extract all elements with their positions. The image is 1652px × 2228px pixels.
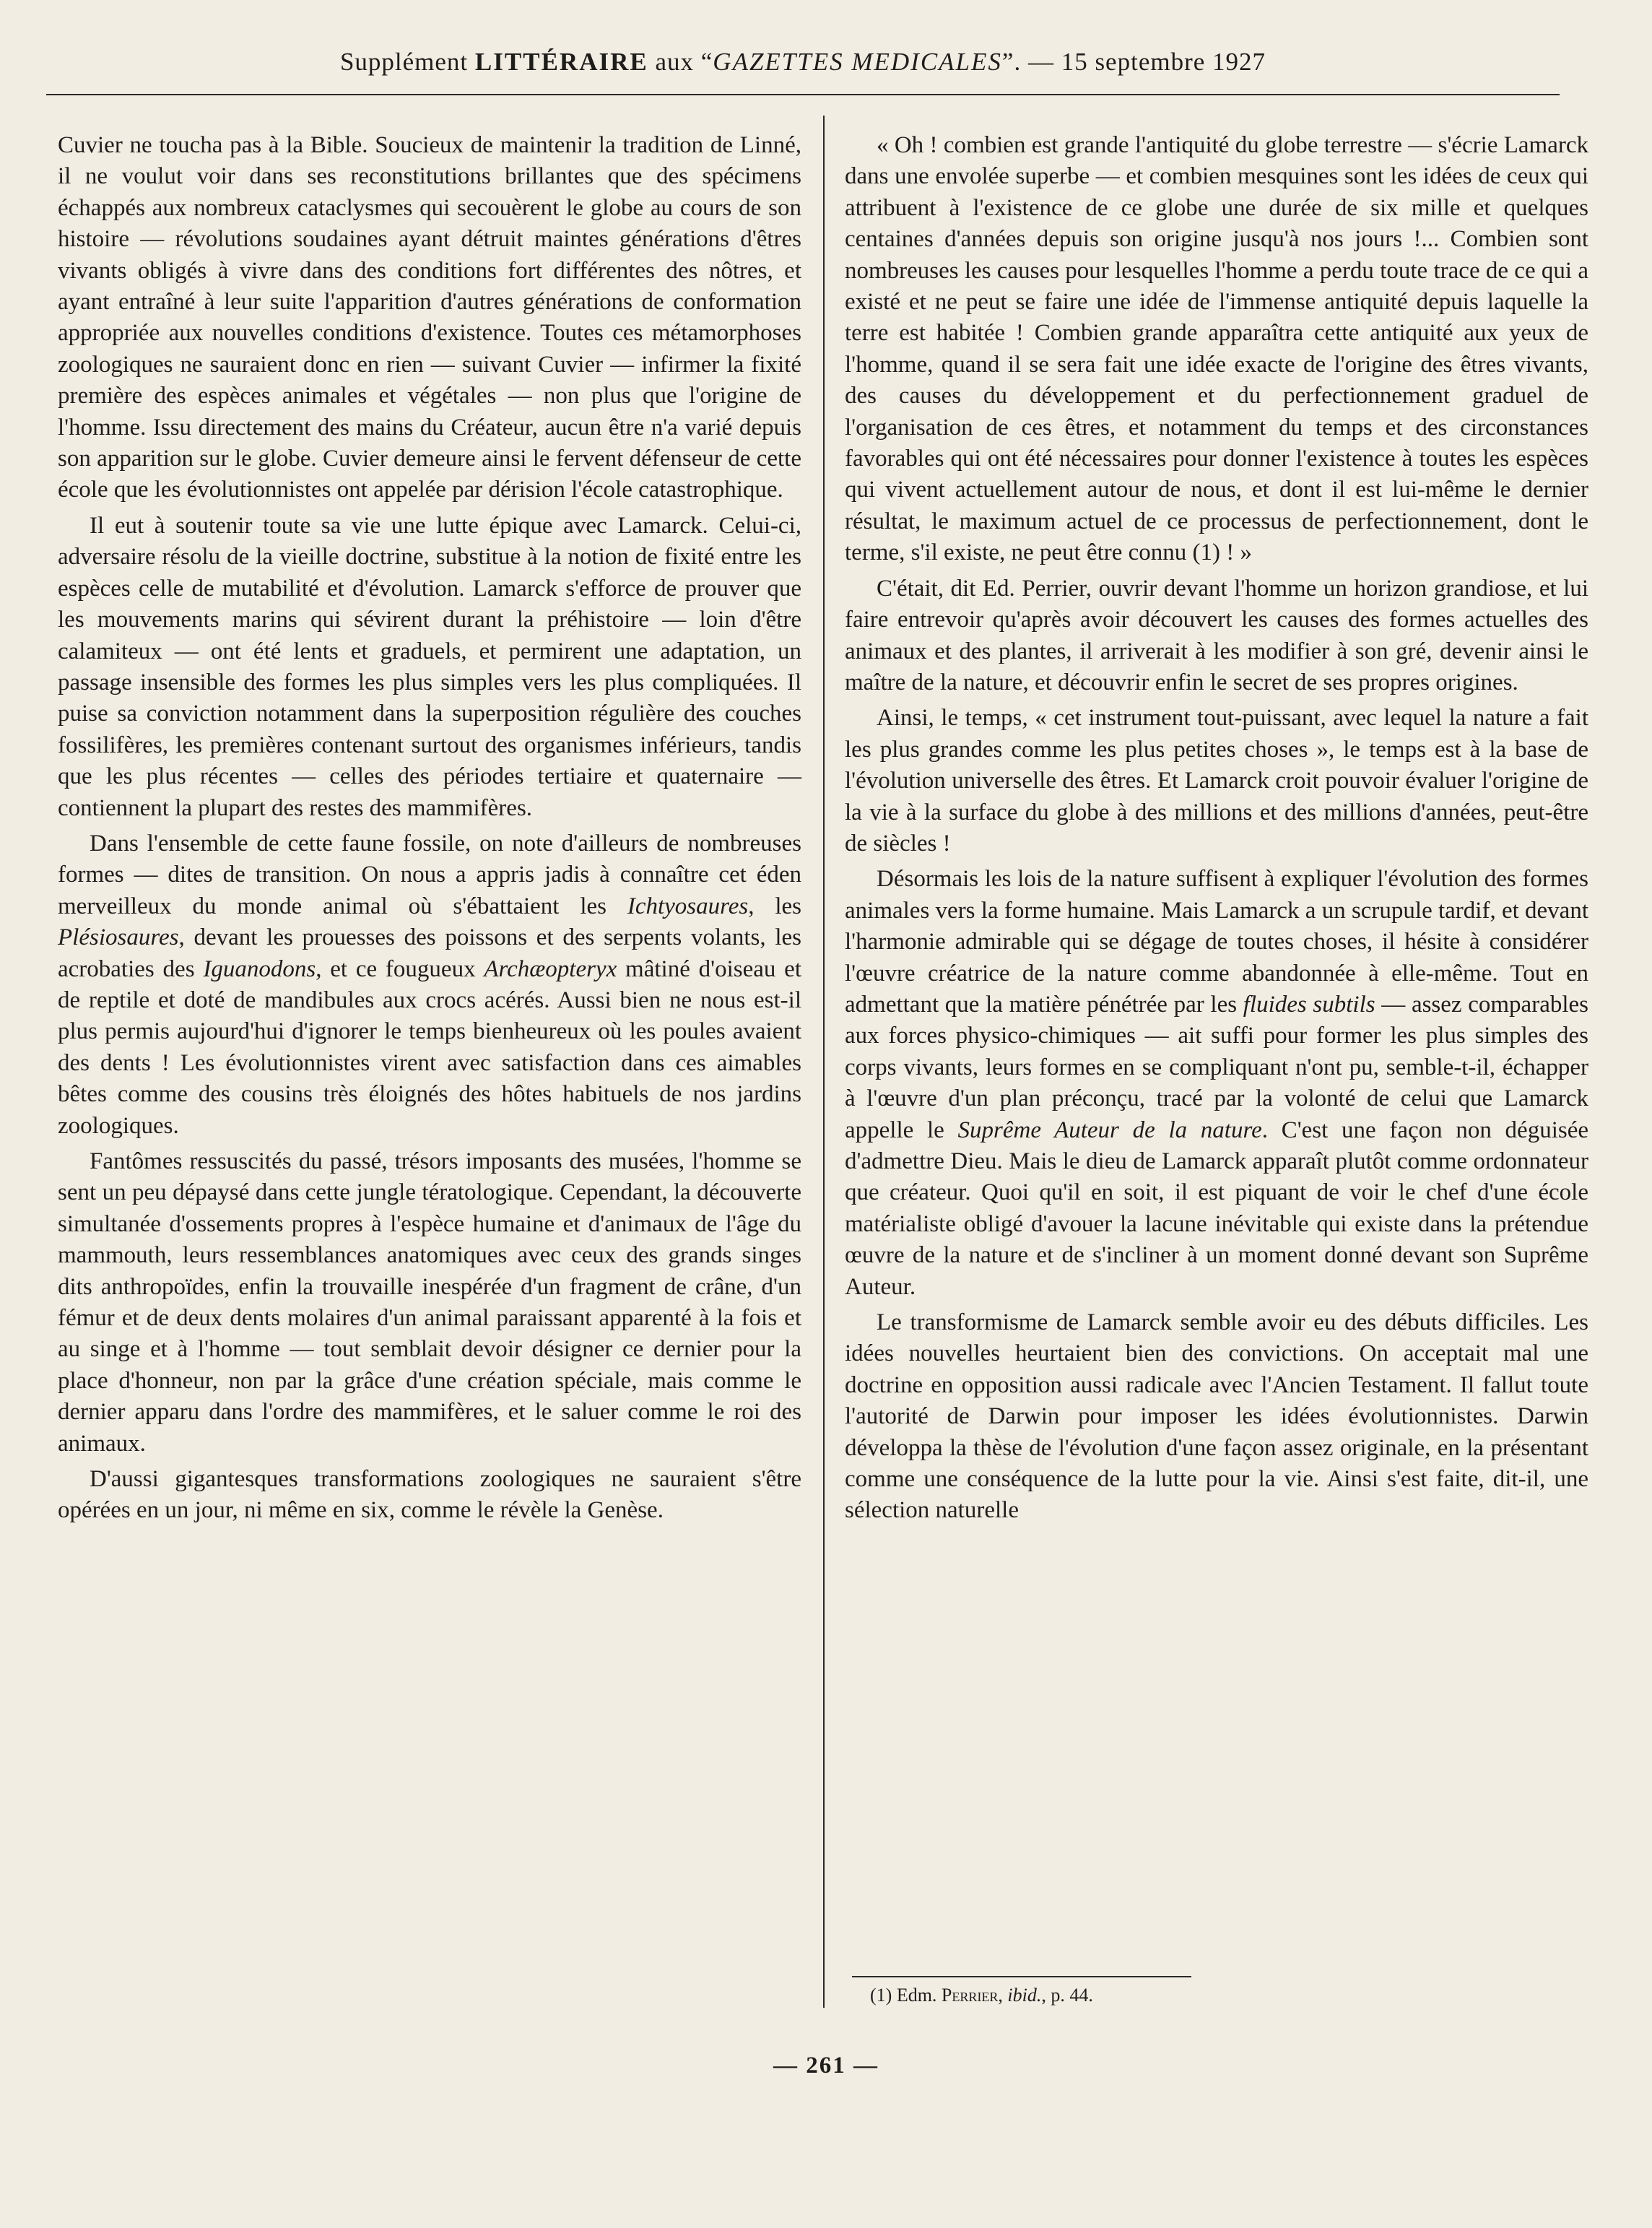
right-paragraph-3: Ainsi, le temps, « cet instrument tout-puissant, avec lequel la nature a fait les plus grandes comme les plus petites choses », le temps est à la base de l'évolution universelle des êtres. Et Lamarck croit pouvoir évaluer l'origine de la vie à la surface du globe à des millions et des millions d'années, peut-être de siècles !	[845, 705, 1588, 857]
right-p4-text-b: — assez comparables aux forces physico-chimiques — ait suffi pour former les plus simples des corps vivants, leurs formes en se compliquant n'ont pu, semble-t-il, échapper à l'œuvre d'un plan préconçu, tracé par la volonté de celui que Lamarck appelle le	[845, 991, 1588, 1143]
right-p4-text-a: Désormais les lois de la nature suffisent à expliquer l'évolution des formes animales vers la forme humaine. Mais Lamarck a un scrupule tardif, et devant l'harmonie admirable qui se dégage de toutes choses, il hésite à considérer l'œuvre créatrice de la nature comme abandonnée à elle-même. Tout en admettant que la matière pénétrée par les	[845, 866, 1588, 1018]
footnote-marker: (1) Edm.	[870, 1985, 942, 2006]
ichtyosaures-term: Ichtyosaures	[627, 893, 749, 919]
plesiosaures-term: Plésiosaures	[58, 924, 179, 951]
right-p4-text-c: . C'est une façon non déguisée d'admettre Dieu. Mais le dieu de Lamarck apparaît plutôt comme ordonnateur que créateur. Quoi qu'il en soit, il est piquant de voir le chef d'une école matérialiste obligé d'avouer la lacune inévitable qui existe dans la prétendue œuvre de la nature et de s'incliner à un moment donné devant son Suprême Auteur.	[845, 1117, 1589, 1300]
left-p3-text-e: mâtiné d'oiseau et de reptile et doté de mandibules aux crocs acérés. Aussi bien ne nous est-il plus permis aujourd'hui d'ignorer le temps bienheureux où les poules avaient des dents ! Les évolutionnistes virent avec satisfaction dans ces aimables bêtes comme des cousins très éloignés des hôtes habituels de nos jardins zoologiques.	[58, 955, 801, 1139]
page-number: — 261 —	[773, 2053, 879, 2079]
right-paragraph-2: C'était, dit Ed. Perrier, ouvrir devant l'homme un horizon grandiose, et lui faire entrevoir qu'après avoir découvert les causes des formes actuelles des animaux et des plantes, il arriverait à les modifier à son gré, devenir ainsi le maître de la nature, et découvrir enfin le secret de ses propres origines.	[845, 575, 1588, 695]
right-paragraph-4	[845, 864, 1588, 1303]
footnote-page: , p. 44.	[1041, 1985, 1093, 2006]
header-litteraire: LITTÉRAIRE	[474, 48, 648, 76]
footnote-author: Perrier	[941, 1985, 999, 2006]
left-paragraph-5: D'aussi gigantesques transformations zoologiques ne sauraient s'être opérées en un jour, ni même en six, comme le révèle la Genèse.	[58, 1466, 801, 1524]
footnote-ibid: ibid.	[1007, 1985, 1042, 2006]
left-p3-text-d: , et ce fougueux	[316, 955, 484, 982]
header-prefix: Supplément	[339, 48, 469, 76]
iguanodons-term: Iguanodons	[203, 955, 316, 982]
left-p3-text-c: , devant les prouesses des poissons et des serpents volants, les acrobaties des	[58, 924, 801, 982]
footnote	[870, 1983, 1520, 2008]
header-gazette-title: GAZETTES MEDICALES	[713, 48, 1002, 76]
header-middle: aux “	[655, 48, 713, 76]
left-column	[58, 130, 801, 1531]
left-paragraph-2: Il eut à soutenir toute sa vie une lutte épique avec Lamarck. Celui-ci, adversaire résolu de la vieille doctrine, substitue à la notion de fixité entre les espèces celle de mutabilité et d'évolution. Lamarck s'efforce de prouver que les mouvements marins qui sévirent durant la préhistoire — loin d'être calamiteux — ont été lents et graduels, et permirent une adaptation, un passage insensible des formes les plus simples vers les plus compliquées. Il puise sa conviction notamment dans la superposition régulière des couches fossilifères, les premières contenant surtout des organismes inférieurs, tandis que les plus récentes — celles des périodes tertiaire et quaternaire — contiennent la plupart des restes des mammifères.	[58, 512, 801, 821]
footnote-rule	[852, 1976, 1191, 1977]
left-paragraph-1: Cuvier ne toucha pas à la Bible. Soucieux de maintenir la tradition de Linné, il ne voulut voir dans ses reconstitutions brillantes que des spécimens échappés aux nombreux cataclysmes qui secouèrent le globe au cours de son histoire — révolutions soudaines ayant détruit maintes générations d'êtres vivants obligés à vivre dans des conditions fort différentes des nôtres, et ayant entraîné à leur suite l'apparition d'autres générations de conformation appropriée aux nouvelles conditions d'existence. Toutes ces métamorphoses zoologiques ne sauraient donc en rien — suivant Cuvier — infirmer la fixité première des espèces animales et végétales — non plus que l'origine de l'homme. Issu directement des mains du Créateur, aucun être n'a varié depuis son apparition sur le globe. Cuvier demeure ainsi le fervent défenseur de cette école que les évolutionnistes ont appelée par dérision l'école catastrophique.	[58, 132, 801, 503]
header-date: ”. — 15 septembre 1927	[1001, 48, 1266, 76]
left-p3-text-a: Dans l'ensemble de cette faune fossile, on note d'ailleurs de nombreuses formes — dites de transition. On nous a appris jadis à connaître cet éden merveilleux du monde animal où s'ébattaient les	[58, 830, 801, 919]
left-paragraph-3	[58, 828, 801, 1142]
footnote-separator: ,	[998, 1985, 1008, 2006]
header-rule	[46, 94, 1560, 95]
fluides-subtils-term: fluides subtils	[1243, 991, 1375, 1018]
right-paragraph-1: « Oh ! combien est grande l'antiquité du globe terrestre — s'écrie Lamarck dans une envolée superbe — et combien mesquines sont les idées de ceux qui attribuent à l'existence de ce globe une durée de six mille et quelques centaines d'années depuis son origine jusqu'à nos jours !... Combien sont nombreuses les causes pour lesquelles l'homme a perdu toute trace de ce qui a existé et ne peut se faire une idée de l'immense antiquité depuis laquelle la terre est habitée ! Combien grande apparaîtra cette antiquité aux yeux de l'homme, quand il se sera fait une idée exacte de l'origine des êtres vivants, des causes du développement et du perfectionnement graduel de l'organisation de ces êtres, et notamment du temps et des circonstances favorables qui ont été nécessaires pour donner l'existence à toutes les espèces qui vivent actuellement autour de nous, et dont il est lui-même le dernier résultat, le maximum actuel de ce processus de perfectionnement, dont le terme, s'il existe, ne peut être connu (1) ! »	[845, 132, 1588, 566]
left-paragraph-4: Fantômes ressuscités du passé, trésors imposants des musées, l'homme se sent un peu dépaysé dans cette jungle tératologique. Cependant, la découverte simultanée d'ossements propres à l'espèce humaine et d'animaux de l'âge du mammouth, leurs ressemblances anatomiques avec ceux des grands singes dits anthropoïdes, enfin la trouvaille inespérée d'un fragment de crâne, d'un fémur et de deux dents molaires d'un animal paraissant apparenté à la fois et au singe et à l'homme — tout semblait devoir désigner ce dernier pour la place d'honneur, non par la grâce d'une création spéciale, mais comme le dernier apparu dans l'ordre des mammifères, et le saluer comme le roi des animaux.	[58, 1148, 801, 1457]
column-rule	[823, 116, 825, 2008]
right-column	[845, 130, 1588, 1531]
archaeopteryx-term: Archæopteryx	[484, 955, 617, 982]
left-p3-text-b: , les	[748, 893, 801, 919]
right-paragraph-5: Le transformisme de Lamarck semble avoir eu des débuts difficiles. Les idées nouvelles heurtaient bien des convictions. On acceptait mal une doctrine en opposition aussi radicale avec l'Ancien Testament. Il fallut toute l'autorité de Darwin pour imposer les idées évolutionnistes. Darwin développa la thèse de l'évolution d'une façon assez originale, en la présentant comme une conséquence de la lutte pour la vie. Ainsi s'est faite, dit-il, une sélection naturelle	[845, 1309, 1588, 1524]
supreme-auteur-term: Suprême Auteur de la nature	[957, 1117, 1262, 1143]
running-header	[46, 48, 1560, 77]
